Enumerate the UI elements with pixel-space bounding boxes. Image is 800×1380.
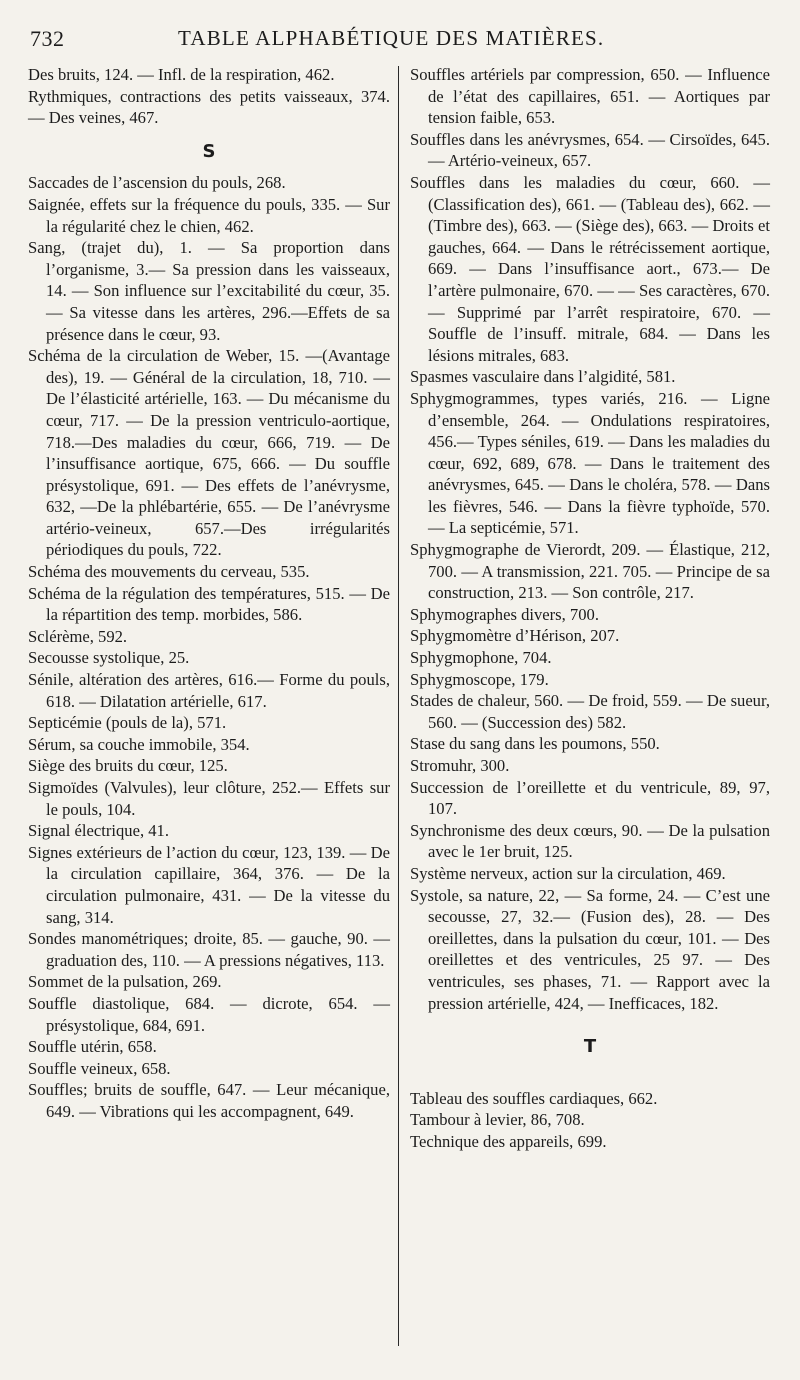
index-entry: Souffles dans les anévrysmes, 654. — Cirsoïdes, 645. — Artério-veineux, 657.	[410, 129, 770, 171]
index-entry: Souffles; bruits de souffle, 647. — Leur mécanique, 649. — Vibrations qui les accompagnent, 649.	[28, 1080, 390, 1121]
index-entry: Sommet de la pulsation, 269.	[28, 972, 222, 992]
index-entry: Signes extérieurs de l’action du cœur, 123, 139. — De la circulation capillaire, 364, 376. — De la circulation pulmonaire, 431. — De la vitesse du sang, 314.	[28, 842, 390, 927]
index-entry: Sphygmophone, 704.	[410, 648, 552, 668]
index-entry: Rythmiques, contractions des petits vaisseaux, 374. — Des veines, 467.	[28, 86, 390, 128]
index-entry: Sondes manométriques; droite, 85. — gauche, 90. — graduation des, 110. — A pressions négatives, 113.	[28, 929, 390, 970]
index-entry: Souffle utérin, 658.	[28, 1037, 157, 1057]
index-entry: Sigmoïdes (Valvules), leur clôture, 252.— Effets sur le pouls, 104.	[28, 778, 390, 819]
page-number: 732	[30, 26, 65, 51]
index-entry: Succession de l’oreillette et du ventricule, 89, 97, 107.	[410, 777, 770, 819]
index-entry: Secousse systolique, 25.	[28, 648, 190, 668]
index-entry: Stromuhr, 300.	[410, 756, 510, 775]
index-entry: Tableau des souffles cardiaques, 662.	[410, 1088, 658, 1108]
index-entry: Souffle diastolique, 684. — dicrote, 654. — présystolique, 684, 691.	[28, 993, 390, 1035]
index-entry: Spasmes vasculaire dans l’algidité, 581.	[410, 367, 676, 387]
index-entry: Sphygmographe de Vierordt, 209. — Élastique, 212, 700. — A transmission, 221. 705. — Principe de sa construction, 213. — Son contrôle, 217.	[410, 540, 770, 603]
index-entry: Sang, (trajet du), 1. — Sa proportion dans l’organisme, 3.— Sa pression dans les vaisseaux, 14. — Son influence sur l’excitabilité du cœur, 35. — Sa vitesse dans les artères, 296.—Effets de sa présence dans le cœur, 93.	[28, 238, 390, 344]
index-entry: Sphygmogrammes, types variés, 216. — Ligne d’ensemble, 264. — Ondulations respiratoires, 456.— Types séniles, 619. — Dans les maladies du cœur, 692, 689, 678. — Dans le traitement des anévrysmes, 645. — Dans le choléra, 578. — Dans les fièvres, 546. — Dans la fièvre typhoïde, 570. — La septicémie, 571.	[410, 388, 770, 538]
index-entry: Siège des bruits du cœur, 125.	[28, 756, 228, 776]
index-entry: Septicémie (pouls de la), 571.	[28, 713, 227, 733]
index-entry: Saignée, effets sur la fréquence du pouls, 335. — Sur la régularité chez le chien, 462.	[28, 194, 390, 236]
index-entry: Sphygmomètre d’Hérison, 207.	[410, 626, 620, 646]
index-entry: Sclérème, 592.	[28, 626, 128, 646]
index-entry: Synchronisme des deux cœurs, 90. — De la pulsation avec le 1er bruit, 125.	[410, 820, 770, 862]
index-entry: Sérum, sa couche immobile, 354.	[28, 734, 250, 754]
index-entry: Systole, sa nature, 22, — Sa forme, 24. — C’est une secousse, 27, 32.— (Fusion des), 28. — Des oreillettes, dans la pulsation du cœur, 101. — Des oreillettes et des ventricules, 25 97. — Des ventricules, ses phases, 71. — Rapport avec la pression artérielle, 424, — Inefficaces, 182.	[410, 885, 770, 1013]
index-entry: Schéma des mouvements du cerveau, 535.	[28, 562, 310, 582]
index-entry: Souffles dans les maladies du cœur, 660. —(Classification des), 661. — (Tableau des), 662. — (Timbre des), 663. — (Siège des), 663. — Droits et gauches, 664. — Dans le rétrécissement aortique, 669. — Dans l’insuffisance aort., 673.— De l’artère pulmonaire, 670. — — Ses caractères, 670.— Supprimé par l’arrêt respiratoire, 670. — Souffle de l’insuff. mitrale, 684. — Dans les lésions mitrales, 683.	[410, 172, 770, 365]
index-entry: Sphymographes divers, 700.	[410, 604, 599, 624]
index-entry: Système nerveux, action sur la circulation, 469.	[410, 863, 726, 883]
index-entry: Sphygmoscope, 179.	[410, 669, 549, 689]
index-entry: Souffle veineux, 658.	[28, 1058, 171, 1078]
section-letter-s: S	[202, 140, 216, 162]
index-entry: Tambour à levier, 86, 708.	[410, 1110, 585, 1130]
column-divider	[398, 66, 399, 1346]
left-column	[28, 64, 390, 1123]
index-entry: Schéma de la circulation de Weber, 15. —(Avantage des), 19. — Général de la circulation, 18, 710. — De l’élasticité artérielle, 163. — Du mécanisme du cœur, 717. — De la pression ventriculo-aortique, 718.—Des maladies du cœur, 666, 719. — De l’insuffisance aortique, 675, 666. — Du souffle présystolique, 691. — Des effets de l’anévrysme, 632, —De la phlébartérie, 655. — De l’anévrysme artério-veineux, 657.—Des irrégularités périodiques du pouls, 722.	[28, 346, 390, 560]
index-entry: Stase du sang dans les poumons, 550.	[410, 734, 660, 754]
index-entry: Saccades de l’ascension du pouls, 268.	[28, 173, 286, 193]
index-entry: Schéma de la régulation des températures, 515. — De la répartition des temp. morbides, 586.	[28, 583, 390, 625]
index-entry: Des bruits, 124. — Infl. de la respiration, 462.	[28, 65, 335, 84]
index-entry: Souffles artériels par compression, 650. — Influence de l’état des capillaires, 651. — Aortiques par tension faible, 653.	[410, 65, 770, 128]
index-entry: Signal électrique, 41.	[28, 821, 170, 841]
right-column	[410, 64, 770, 1153]
index-entry: Stades de chaleur, 560. — De froid, 559. — De sueur, 560. — (Succession des) 582.	[410, 691, 770, 732]
running-title: TABLE ALPHABÉTIQUE DES MATIÈRES.	[178, 26, 605, 50]
page-header	[0, 26, 800, 60]
index-entry: Technique des appareils, 699.	[410, 1131, 607, 1151]
section-letter-t: T	[583, 1036, 597, 1058]
index-entry: Sénile, altération des artères, 616.— Forme du pouls, 618. — Dilatation artérielle, 617.	[28, 670, 390, 711]
